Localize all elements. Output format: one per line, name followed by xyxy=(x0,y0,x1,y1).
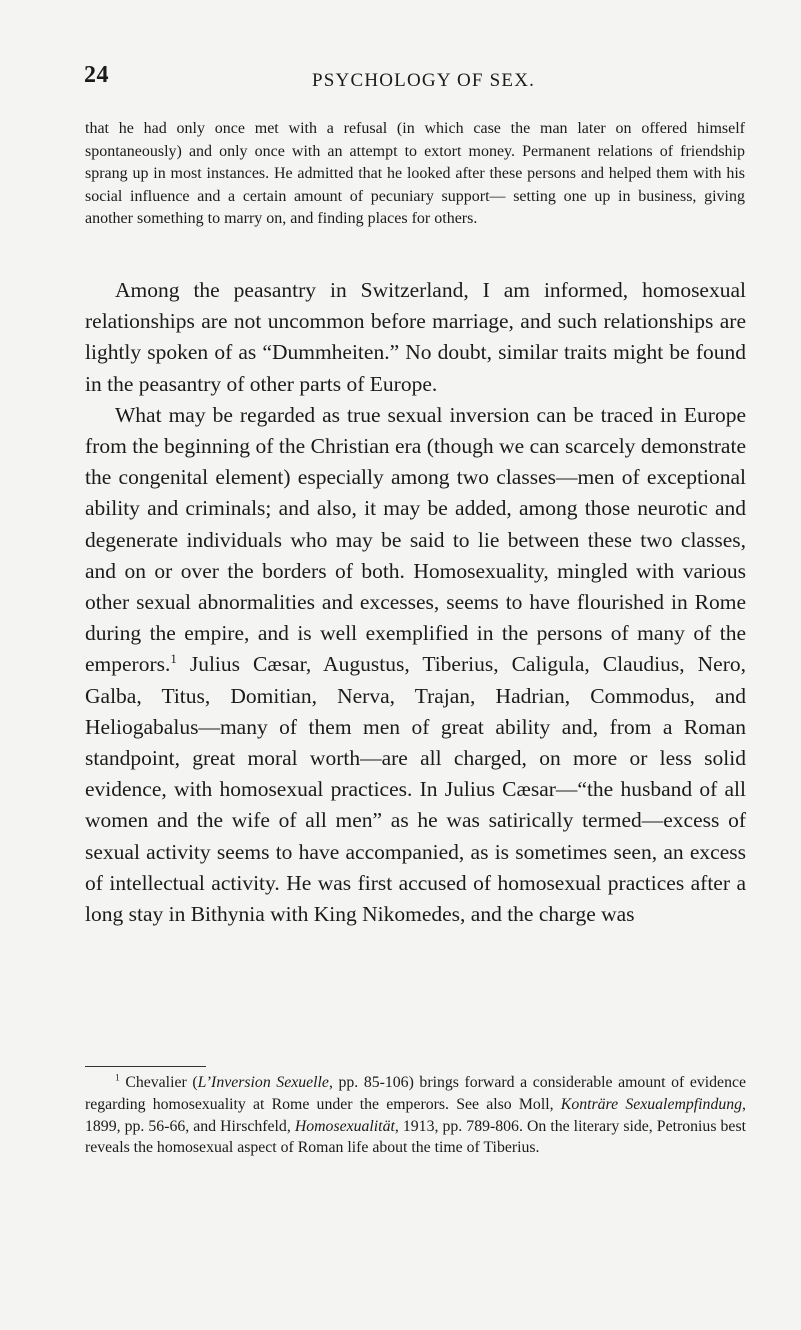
footnote-title-inversion: L’Inversion Sexuelle xyxy=(197,1074,329,1091)
paragraph-inversion xyxy=(85,400,746,930)
footnote-text-3: , 1899, pp. 56-66, and Hirschfeld, xyxy=(85,1095,746,1135)
paragraph-inversion-part2: Julius Cæsar, Augustus, Tiberius, Caligula, Claudius, Nero, Galba, Titus, Domitian, Nerva, Trajan, Hadrian, Commodus, and Heliogabalus—many of them men of great ability and, from a Roman standpoint, great moral worth—are all charged, on more or less solid evidence, with homosexual practices. In Julius Cæsar—“the husband of all women and the wife of all men” as he was satirically termed—excess of sexual activity seems to have accompanied, as is sometimes seen, an excess of intellectual activity. He was first accused of homosexual practices after a long stay in Bithynia with King Nikomedes, and the charge was xyxy=(85,652,746,927)
footnote-text-4: , 1913, pp. 789-806. On the literary side, Petronius best reveals the homosexual aspect of Roman life about the time of Tiberius. xyxy=(85,1117,746,1157)
footnote-text-2: , pp. 85-106) brings forward a considerable amount of evidence regarding homosexuality at Rome under the emperors. See also Moll, xyxy=(85,1074,746,1113)
footnote-title-homosexualitat: Homosexualität xyxy=(294,1117,395,1135)
main-text xyxy=(85,275,746,930)
intro-paragraph: that he had only once met with a refusal (in which case the man later on offered himself spontaneously) and only once with an attempt to extort money. Permanent relations of friendship sprang up in most instances. He admitted that he looked after these persons and helped them with his social influence and a certain amount of pecuniary support— setting one up in business, giving another something to marry on, and finding places for others. xyxy=(85,120,745,228)
paragraph-peasantry: Among the peasantry in Switzerland, I am informed, homosexual relationships are not uncommon before marriage, and such relationships are lightly spoken of as “Dummheiten.” No doubt, similar traits might be found in the peasantry of other parts of Europe. xyxy=(85,278,746,396)
footnote-text-1: Chevalier ( xyxy=(119,1074,198,1091)
footnote-title-kontrare: Konträre Sexualempfindung xyxy=(560,1095,743,1113)
footnote-marker: 1 xyxy=(115,1073,120,1084)
footnote-reference[interactable]: 1 xyxy=(170,652,177,667)
page-number: 24 xyxy=(84,62,109,88)
paragraph-inversion-part1: What may be regarded as true sexual inversion can be traced in Europe from the beginning of the Christian era (though we can scarcely demonstrate the congenital element) especially among two classes—men of exceptional ability and criminals; and also, it may be added, among those neurotic and degenerate individuals who may be said to lie between these two classes, and on or over the borders of both. Homosexuality, mingled with various other sexual abnormalities and excesses, seems to have flourished in Rome during the empire, and is well exemplified in the persons of many of the emperors. xyxy=(85,402,746,677)
running-title: PSYCHOLOGY OF SEX. xyxy=(312,70,536,91)
footnote-divider xyxy=(85,1066,206,1067)
footnote xyxy=(85,1072,746,1159)
